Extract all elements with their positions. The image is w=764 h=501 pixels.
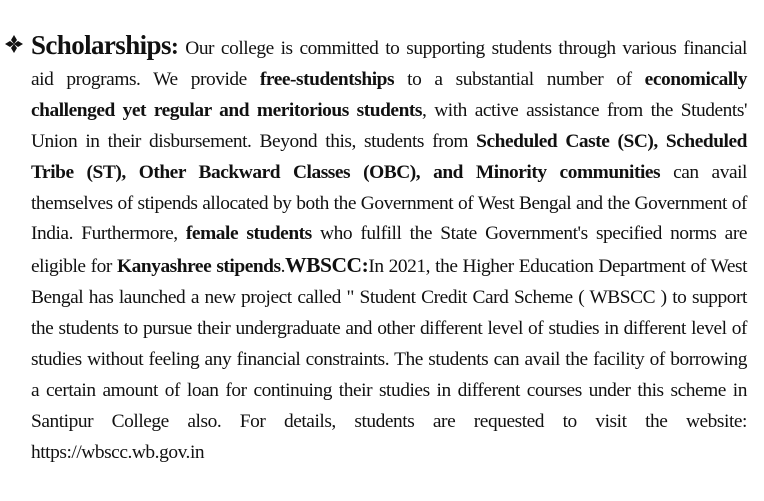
heading-colon: : [170, 34, 179, 60]
diamond-bullet-icon [4, 34, 24, 54]
bold-communities: Scheduled Caste (SC), Scheduled Tribe (ST), Other Backward Classes (OBC), and Minority communities [31, 130, 747, 183]
text-segment: to a substantial number of [394, 68, 645, 90]
bold-kanyashree-stipends: Kanyashree stipends [116, 256, 281, 278]
bold-meritorious-students: economically challenged yet regular and meritorious students [31, 68, 747, 121]
bold-wbscc-label: WBSCC: [285, 253, 369, 278]
text-segment: . [280, 256, 286, 278]
bold-free-studentships: free-studentships [259, 68, 395, 90]
scholarships-heading: Scholarships [31, 30, 171, 60]
text-segment: who fulfill the State Government's specified norms are eligible for [31, 223, 747, 278]
scholarships-paragraph [31, 30, 747, 469]
text-segment: , with active assistance from the Students' Union in their disbursement. Beyond this, students from [31, 99, 747, 152]
bold-female-students: female students [185, 223, 312, 245]
text-segment: can avail themselves of stipends allocated by both the Government of West Bengal and the Government of India. Furthermore, [31, 161, 747, 245]
text-segment: In 2021, the Higher Education Department of West Bengal has launched a new project called " Student Credit Card Scheme ( WBSCC ) to support the students to pursue their undergraduate and other different level of studies in different level of studies without feeling any financial constraints. The students can avail the facility of borrowing a certain amount of loan for continuing their studies in different courses under this scheme in Santipur College also. For details, students are requested to visit the website: https://wbscc.wb.gov.in [31, 256, 748, 463]
text-segment: Our college is committed to supporting students through various financial aid programs. We provide [31, 38, 747, 90]
